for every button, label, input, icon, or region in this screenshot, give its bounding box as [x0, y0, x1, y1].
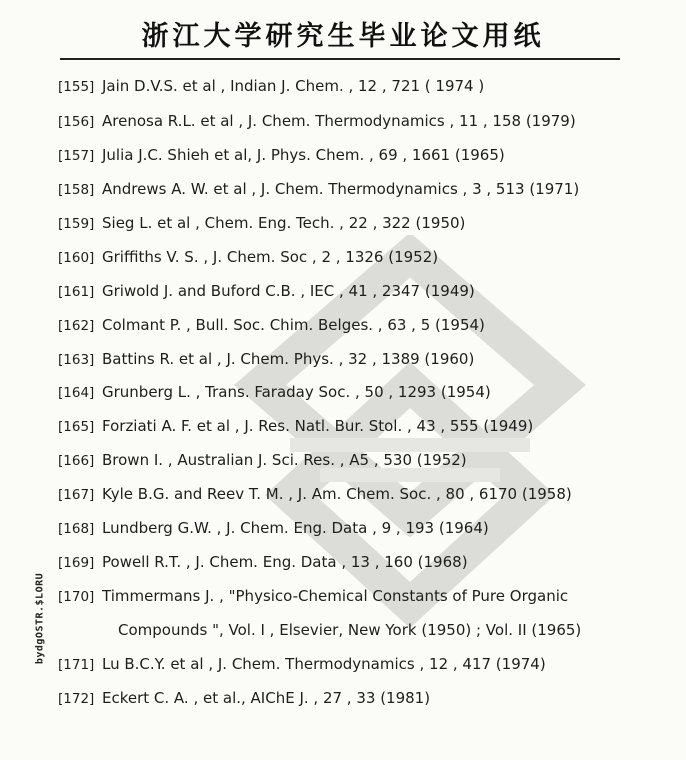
- reference-text: Timmermans J. , "Physico-Chemical Constants of Pure Organic: [102, 587, 569, 605]
- reference-text: Powell R.T. , J. Chem. Eng. Data , 13 , 160 (1968): [102, 553, 468, 571]
- reference-number: [164]: [58, 385, 95, 401]
- side-stamp: [31, 545, 45, 695]
- reference-text: Sieg L. et al , Chem. Eng. Tech. , 22 , 322 (1950): [102, 214, 466, 232]
- reference-item: [58, 179, 579, 200]
- reference-number: [156]: [58, 114, 95, 130]
- reference-text: Lundberg G.W. , J. Chem. Eng. Data , 9 , 193 (1964): [102, 519, 489, 537]
- reference-item: [58, 552, 468, 573]
- reference-number: [171]: [58, 657, 95, 673]
- reference-number: [170]: [58, 589, 95, 605]
- reference-number: [162]: [58, 318, 95, 334]
- header-rule: [60, 58, 620, 60]
- reference-text: Arenosa R.L. et al , J. Chem. Thermodynamics , 11 , 158 (1979): [102, 112, 576, 130]
- reference-item: [58, 213, 465, 234]
- reference-number: [169]: [58, 555, 95, 571]
- reference-item: [58, 518, 489, 539]
- reference-item: [58, 111, 576, 132]
- reference-item: [58, 654, 546, 675]
- reference-item: [58, 484, 572, 505]
- reference-number: [163]: [58, 352, 95, 368]
- reference-item: [58, 315, 485, 336]
- reference-text: Colmant P. , Bull. Soc. Chim. Belges. , 63 , 5 (1954): [102, 316, 485, 334]
- reference-item: [58, 450, 467, 471]
- reference-number: [160]: [58, 250, 95, 266]
- reference-text: Griwold J. and Buford C.B. , IEC , 41 , 2347 (1949): [102, 282, 475, 300]
- reference-text: Grunberg L. , Trans. Faraday Soc. , 50 , 1293 (1954): [102, 383, 491, 401]
- reference-number: [158]: [58, 182, 95, 198]
- reference-number: [172]: [58, 691, 95, 707]
- reference-text: Kyle B.G. and Reev T. M. , J. Am. Chem. Soc. , 80 , 6170 (1958): [102, 485, 572, 503]
- reference-text: Brown I. , Australian J. Sci. Res. , A5 , 530 (1952): [102, 451, 467, 469]
- reference-number: [165]: [58, 419, 95, 435]
- reference-item: [58, 281, 475, 302]
- reference-number: [167]: [58, 487, 95, 503]
- reference-continuation: Compounds ", Vol. I , Elsevier, New York (1950) ; Vol. II (1965): [118, 621, 582, 639]
- reference-text: Julia J.C. Shieh et al, J. Phys. Chem. , 69 , 1661 (1965): [102, 146, 505, 164]
- reference-number: [157]: [58, 148, 95, 164]
- reference-item: [58, 145, 505, 166]
- reference-text: Battins R. et al , J. Chem. Phys. , 32 , 1389 (1960): [102, 350, 475, 368]
- reference-text: Lu B.C.Y. et al , J. Chem. Thermodynamics , 12 , 417 (1974): [102, 655, 546, 673]
- reference-text: Andrews A. W. et al , J. Chem. Thermodynamics , 3 , 513 (1971): [102, 180, 580, 198]
- page-header-title: 浙江大学研究生毕业论文用纸: [141, 21, 545, 52]
- reference-item: [58, 416, 533, 437]
- reference-number: [168]: [58, 521, 95, 537]
- reference-item: [58, 247, 438, 268]
- reference-item: [58, 76, 484, 97]
- reference-item: [58, 688, 430, 709]
- reference-number: [155]: [58, 79, 95, 95]
- reference-text: Eckert C. A. , et al., AIChE J. , 27 , 33 (1981): [102, 689, 431, 707]
- reference-item: [58, 382, 491, 403]
- reference-number: [159]: [58, 216, 95, 232]
- reference-item: [58, 586, 568, 607]
- reference-number: [161]: [58, 284, 95, 300]
- reference-text: Forziati A. F. et al , J. Res. Natl. Bur. Stol. , 43 , 555 (1949): [102, 417, 534, 435]
- reference-item: [58, 349, 474, 370]
- reference-text: Jain D.V.S. et al , Indian J. Chem. , 12 , 721 ( 1974 ): [102, 77, 485, 95]
- side-stamp-text: bydgOSTR.$LORU: [34, 572, 46, 665]
- reference-number: [166]: [58, 453, 95, 469]
- reference-text: Griffiths V. S. , J. Chem. Soc , 2 , 1326 (1952): [102, 248, 439, 266]
